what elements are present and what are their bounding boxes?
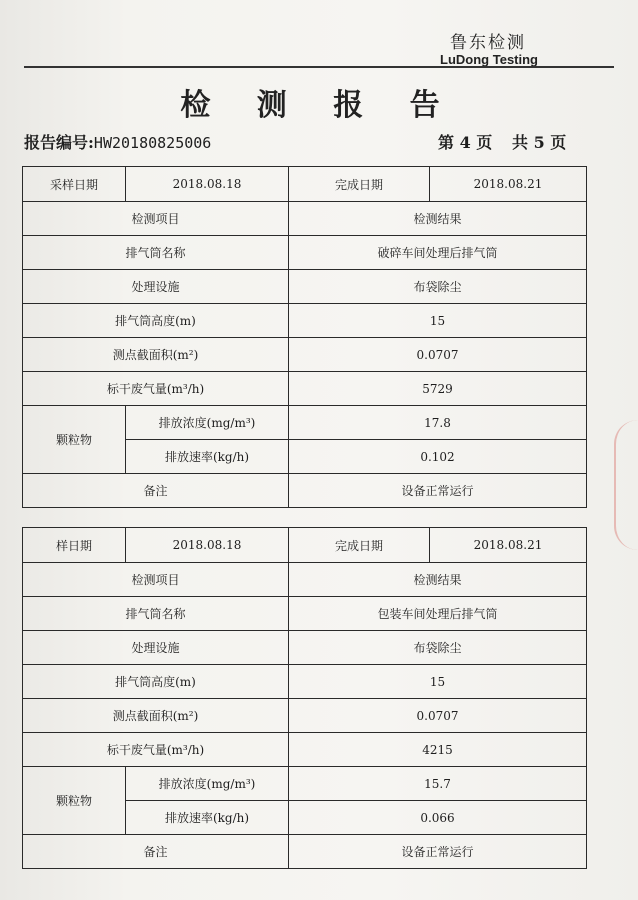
report-number-label: 报告编号: [24, 133, 94, 152]
finish-date-value: 2018.08.21 [430, 167, 587, 202]
table-row [23, 372, 587, 406]
table-row [23, 304, 587, 338]
company-name-en: LuDong Testing [440, 52, 538, 67]
row-label: 排气筒高度(m) [23, 665, 289, 699]
particulate-label: 颗粒物 [23, 406, 126, 474]
remark-value: 设备正常运行 [289, 835, 587, 869]
table-row [23, 699, 587, 733]
row-label: 测点截面积(m²) [23, 338, 289, 372]
col-header-result: 检测结果 [289, 202, 587, 236]
rate-value: 0.066 [289, 801, 587, 835]
row-label: 排气筒名称 [23, 597, 289, 631]
row-value: 5729 [289, 372, 587, 406]
row-value: 布袋除尘 [289, 631, 587, 665]
remark-value: 设备正常运行 [289, 474, 587, 508]
table-row [23, 665, 587, 699]
stamp-edge [614, 420, 638, 550]
report-title: 检 测 报 告 [180, 88, 458, 123]
report-number [24, 130, 211, 153]
col-header-item: 检测项目 [23, 202, 289, 236]
finish-date-label: 完成日期 [289, 167, 430, 202]
row-value: 破碎车间处理后排气筒 [289, 236, 587, 270]
row-label: 测点截面积(m²) [23, 699, 289, 733]
remark-label: 备注 [23, 835, 289, 869]
table-row [23, 474, 587, 508]
row-value: 布袋除尘 [289, 270, 587, 304]
report-number-value: HW20180825006 [93, 134, 212, 152]
row-label: 排气筒高度(m) [23, 304, 289, 338]
table-row [23, 236, 587, 270]
emission-table-1 [22, 166, 587, 508]
sample-date-label: 样日期 [23, 528, 126, 563]
date-row [23, 528, 587, 563]
page-number: 第 4 页 [438, 133, 493, 152]
row-value: 15 [289, 665, 587, 699]
table-header-row [23, 202, 587, 236]
concentration-value: 17.8 [289, 406, 587, 440]
row-label: 排气筒名称 [23, 236, 289, 270]
col-header-item: 检测项目 [23, 563, 289, 597]
table-row [23, 597, 587, 631]
header-divider [24, 66, 614, 68]
row-label: 标干废气量(m³/h) [23, 372, 289, 406]
sample-date-value: 2018.08.18 [126, 528, 289, 563]
company-name-cn: 鲁东检测 [450, 33, 526, 53]
col-header-result: 检测结果 [289, 563, 587, 597]
concentration-label: 排放浓度(mg/m³) [126, 767, 289, 801]
rate-value: 0.102 [289, 440, 587, 474]
report-meta [24, 130, 584, 154]
concentration-label: 排放浓度(mg/m³) [126, 406, 289, 440]
table-row [23, 338, 587, 372]
emission-table-2 [22, 527, 587, 869]
row-value: 15 [289, 304, 587, 338]
finish-date-value: 2018.08.21 [430, 528, 587, 563]
row-value: 0.0707 [289, 699, 587, 733]
table-row [23, 733, 587, 767]
rate-label: 排放速率(kg/h) [126, 801, 289, 835]
sample-date-value: 2018.08.18 [126, 167, 289, 202]
rate-label: 排放速率(kg/h) [126, 440, 289, 474]
page-total: 共 5 页 [512, 133, 567, 152]
table-row [23, 270, 587, 304]
row-value: 0.0707 [289, 338, 587, 372]
sample-date-label: 采样日期 [23, 167, 126, 202]
row-label: 处理设施 [23, 270, 289, 304]
table-row [23, 631, 587, 665]
row-value: 4215 [289, 733, 587, 767]
table-header-row [23, 563, 587, 597]
remark-label: 备注 [23, 474, 289, 508]
finish-date-label: 完成日期 [289, 528, 430, 563]
table-row [23, 406, 587, 440]
particulate-label: 颗粒物 [23, 767, 126, 835]
row-value: 包装车间处理后排气筒 [289, 597, 587, 631]
row-label: 标干废气量(m³/h) [23, 733, 289, 767]
date-row [23, 167, 587, 202]
table-row [23, 835, 587, 869]
row-label: 处理设施 [23, 631, 289, 665]
table-row [23, 767, 587, 801]
concentration-value: 15.7 [289, 767, 587, 801]
